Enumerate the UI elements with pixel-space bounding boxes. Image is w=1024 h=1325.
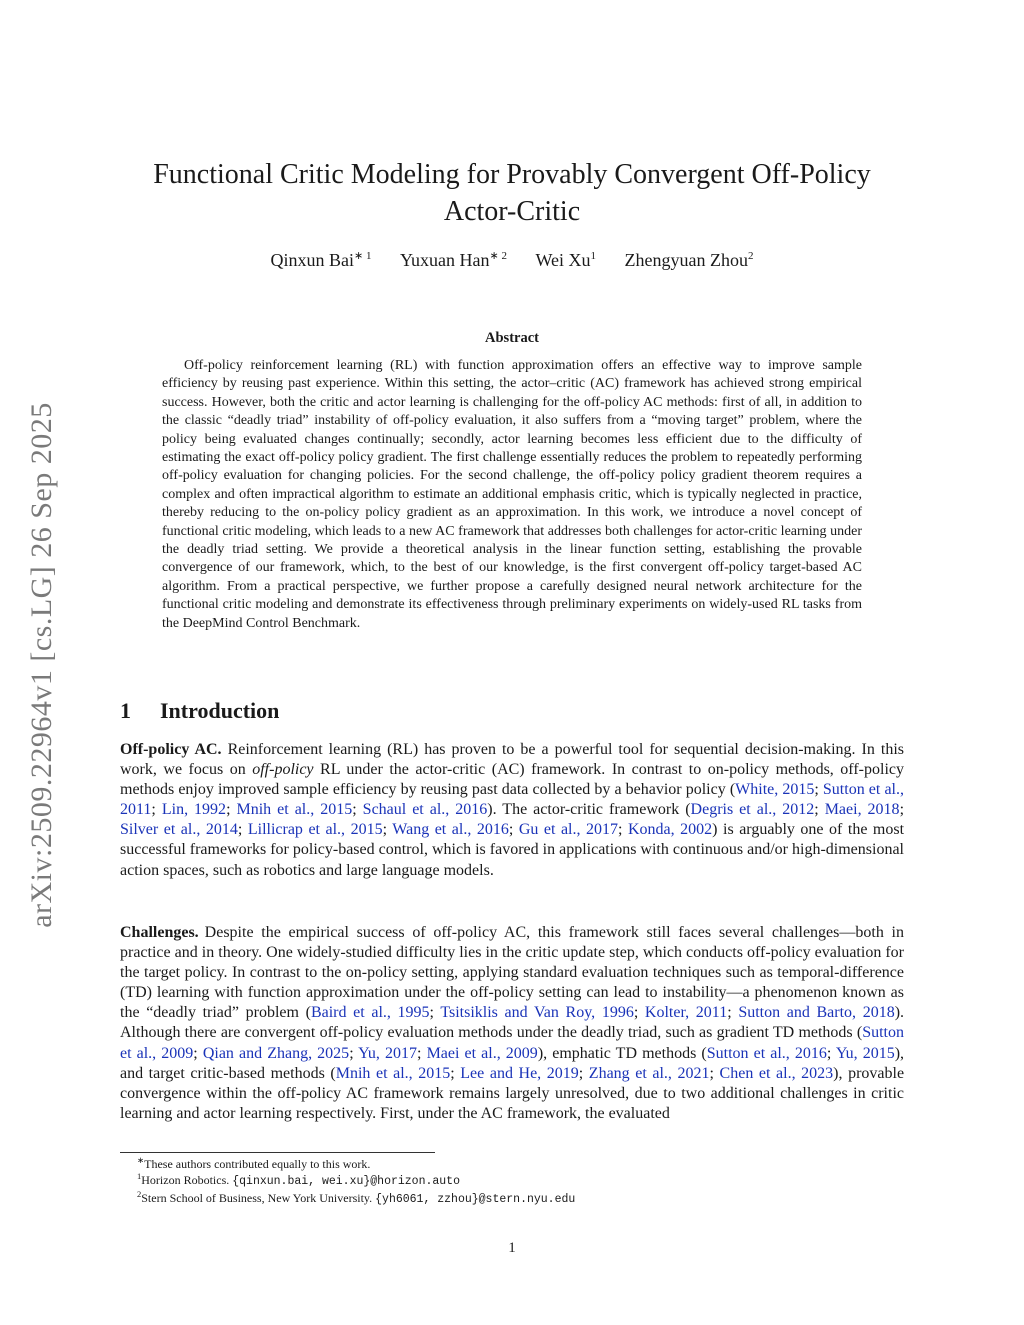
footnote-text: Stern School of Business, New York University. bbox=[141, 1191, 376, 1205]
arxiv-stamp: arXiv:2509.22964v1 [cs.LG] 26 Sep 2025 bbox=[25, 402, 58, 928]
footnote-text: Horizon Robotics. bbox=[141, 1173, 233, 1187]
paragraph-text: ). The actor-critic framework ( bbox=[487, 801, 691, 819]
citation-link[interactable]: White, 2015 bbox=[735, 781, 815, 799]
author bbox=[271, 250, 372, 271]
page-number: 1 bbox=[508, 1240, 516, 1256]
citation-link[interactable]: Chen et al., 2023 bbox=[719, 1064, 834, 1082]
paragraph-text: RL under the actor-critic (AC) framework. In contrast to on-policy methods, off-policy methods enjoy improved sample efficiency by reusing past data collected by a behavior policy ( bbox=[120, 761, 904, 799]
author-list bbox=[120, 250, 904, 271]
section-title: Introduction bbox=[160, 698, 280, 723]
footnote-mark: ∗ bbox=[137, 1155, 145, 1165]
citation-link[interactable]: Sutton et al., 2009 bbox=[120, 1024, 904, 1062]
citation-link[interactable]: Sutton et al., 2011 bbox=[120, 781, 904, 819]
citation-link[interactable]: Mnih et al., 2015 bbox=[335, 1064, 451, 1082]
paragraph-challenges: Challenges. Despite the empirical success of off-policy AC, this framework still faces several challenges—both in practice and in theory. One widely-studied difficulty lies in the critic update step, which conducts off-policy evaluation for the target policy. In contrast to the on-policy setting, applying standard evaluation techniques such as temporal-difference (TD) learning with function approximation under the off-policy setting can lead to instability—a phenomenon known as the “deadly triad” problem (Baird et al., 1995; Tsitsiklis and Van Roy, 1996; Kolter, 2011; Sutton and Barto, 2018). Although there are convergent off-policy evaluation methods under the deadly triad, such as gradient TD methods (Sutton et al., 2009; Qian and Zhang, 2025; Yu, 2017; Maei et al., 2009), emphatic TD methods (Sutton et al., 2016; Yu, 2015), and target critic-based methods (Mnih et al., 2015; Lee and He, 2019; Zhang et al., 2021; Chen et al., 2023), provable convergence within the off-policy AC framework remains largely unresolved, due to two additional challenges in critic learning and actor learning respectively. First, under the AC framework, the evaluated bbox=[120, 924, 905, 1122]
footnote-text: These authors contributed equally to this work. bbox=[144, 1157, 371, 1171]
emphasis-text: off-policy bbox=[252, 761, 314, 779]
author-name: Yuxuan Han bbox=[400, 250, 490, 270]
title-line-2: Actor-Critic bbox=[443, 196, 581, 227]
citation-link[interactable]: Gu et al., 2017 bbox=[518, 821, 619, 839]
footnote-mark: 2 bbox=[137, 1189, 142, 1199]
citation-link[interactable]: Lin, 1992 bbox=[161, 801, 227, 819]
paragraph-heading: Off-policy AC. bbox=[120, 741, 222, 758]
paragraph-text: Reinforcement learning (RL) has proven to be a powerful tool for sequential decision-making. In this work, we focus on bbox=[120, 741, 904, 779]
citation-link[interactable]: Sutton et al., 2016 bbox=[706, 1044, 827, 1062]
author-affiliation: 2 bbox=[747, 250, 754, 262]
citation-link[interactable]: Schaul et al., 2016 bbox=[362, 801, 488, 819]
author-name: Zhengyuan Zhou bbox=[624, 250, 748, 270]
citation-link[interactable]: Lee and He, 2019 bbox=[460, 1064, 579, 1082]
citation-link[interactable]: Zhang et al., 2021 bbox=[588, 1064, 710, 1082]
footnote bbox=[137, 1190, 904, 1208]
citation-link[interactable]: Qian and Zhang, 2025 bbox=[202, 1044, 350, 1062]
paragraph-off-policy-ac: Off-policy AC. Reinforcement learning (RL) has proven to be a powerful tool for sequential decision-making. In this work, we focus on off-policy RL under the actor-critic (AC) framework. In contrast to on-policy methods, off-policy methods enjoy improved sample efficiency by reusing past data collected by a behavior policy (White, 2015; Sutton et al., 2011; Lin, 1992; Mnih et al., 2015; Schaul et al., 2016). The actor-critic framework (Degris et al., 2012; Maei, 2018; Silver et al., 2014; Lillicrap et al., 2015; Wang et al., 2016; Gu et al., 2017; Konda, 2002) is arguably one of the most successful frameworks for policy-based control, which is favored in applications with continuous and/or high-dimensional action spaces, such as robotics and large language models. bbox=[120, 741, 905, 879]
author bbox=[625, 250, 754, 271]
citation-link[interactable]: Sutton and Barto, 2018 bbox=[738, 1004, 895, 1022]
citation-link[interactable]: Lillicrap et al., 2015 bbox=[247, 821, 383, 839]
footnotes bbox=[120, 1156, 904, 1208]
footnote bbox=[137, 1172, 904, 1190]
footnote bbox=[137, 1156, 904, 1172]
paper-title bbox=[120, 156, 904, 230]
author-name: Qinxun Bai bbox=[270, 250, 355, 270]
citation-link[interactable]: Yu, 2015 bbox=[835, 1044, 895, 1062]
footnote-email: {yh6061, zzhou}@stern.nyu.edu bbox=[375, 1193, 576, 1206]
citation-link[interactable]: Tsitsiklis and Van Roy, 1996 bbox=[440, 1004, 634, 1022]
paragraph-text: Despite the empirical success of off-policy AC, this framework still faces several challenges—both in practice and in theory. One widely-studied difficulty lies in the critic update step, which conducts off-policy evaluation for the target policy. In contrast to the on-policy setting, applying standard evaluation techniques such as temporal-difference (TD) learning with function approximation under the off-policy setting can lead to instability—a phenomenon known as the “deadly triad” problem ( bbox=[120, 924, 904, 1022]
citation-link[interactable]: Wang et al., 2016 bbox=[392, 821, 509, 839]
citation-link[interactable]: Mnih et al., 2015 bbox=[236, 801, 353, 819]
paragraph-text: ), provable convergence within the off-policy AC framework remains largely unresolved, due to two additional challenges in critic learning and actor learning respectively. First, under the AC framework, the evaluated bbox=[120, 1064, 905, 1122]
author bbox=[535, 250, 596, 271]
paragraph-text: ) is arguably one of the most successful frameworks for policy-based control, which is favored in applications with continuous and/or high-dimensional action spaces, such as robotics and large language models. bbox=[120, 821, 905, 879]
paragraph-heading: Challenges. bbox=[120, 924, 199, 941]
author-affiliation: ∗ 2 bbox=[489, 250, 507, 262]
author-name: Wei Xu bbox=[535, 250, 591, 270]
citation-link[interactable]: Baird et al., 1995 bbox=[310, 1004, 430, 1022]
paragraph-text: ), and target critic-based methods ( bbox=[120, 1044, 905, 1082]
footnote-email: {qinxun.bai, wei.xu}@horizon.auto bbox=[232, 1175, 460, 1188]
footnote-mark: 1 bbox=[137, 1171, 142, 1181]
author-affiliation: 1 bbox=[590, 250, 596, 262]
section-number: 1 bbox=[120, 698, 131, 723]
citation-link[interactable]: Degris et al., 2012 bbox=[690, 801, 815, 819]
footnote-divider bbox=[120, 1152, 435, 1153]
citation-link[interactable]: Maei, 2018 bbox=[824, 801, 900, 819]
paragraph-text: ). Although there are convergent off-policy evaluation methods under the deadly triad, such as gradient TD methods ( bbox=[120, 1004, 905, 1042]
citation-link[interactable]: Yu, 2017 bbox=[358, 1044, 418, 1062]
paragraph-text: ), emphatic TD methods ( bbox=[537, 1044, 707, 1062]
abstract-text: Off-policy reinforcement learning (RL) with function approximation offers an effective way to improve sample efficiency by reusing past experience. Within this setting, the actor–critic (AC) framework has achieved strong empirical success. However, both the critic and actor learning is challenging for the off-policy AC methods: first of all, in addition to the classic “deadly triad” instability of off-policy evaluation, it also suffers from a “moving target” problem, where the policy being evaluated changes continually; secondly, actor learning becomes less efficient due to the difficulty of estimating the exact off-policy policy gradient. The first challenge essentially reduces the problem to repeatedly performing off-policy evaluation for changing policies. For the second challenge, the off-policy policy gradient theorem requires a complex and often impractical algorithm to estimate an additional emphasis critic, which is typically neglected in practice, thereby reducing to the on-policy policy gradient as an approximation. In this work, we introduce a novel concept of functional critic modeling, which leads to a new AC framework that addresses both challenges for actor-critic learning under the deadly triad setting. We provide a theoretical analysis in the linear function setting, establishing the provable convergence of our framework, which, to the best of our knowledge, is the first convergent off-policy target-based AC algorithm. From a practical perspective, we further propose a carefully designed neural network architecture for the functional critic modeling and demonstrate its effectiveness through preliminary experiments on widely-used RL tasks from the DeepMind Control Benchmark. bbox=[162, 358, 862, 631]
citation-link[interactable]: Maei et al., 2009 bbox=[426, 1044, 538, 1062]
citation-link[interactable]: Silver et al., 2014 bbox=[120, 821, 238, 839]
arxiv-sidebar bbox=[20, 375, 64, 955]
citation-link[interactable]: Kolter, 2011 bbox=[644, 1004, 728, 1022]
author bbox=[400, 250, 507, 271]
section-heading bbox=[120, 698, 279, 724]
citation-link[interactable]: Konda, 2002 bbox=[627, 821, 713, 839]
abstract-heading: Abstract bbox=[485, 330, 539, 346]
author-affiliation: ∗ 1 bbox=[354, 250, 372, 262]
title-line-1: Functional Critic Modeling for Provably Convergent Off-Policy bbox=[153, 159, 871, 190]
